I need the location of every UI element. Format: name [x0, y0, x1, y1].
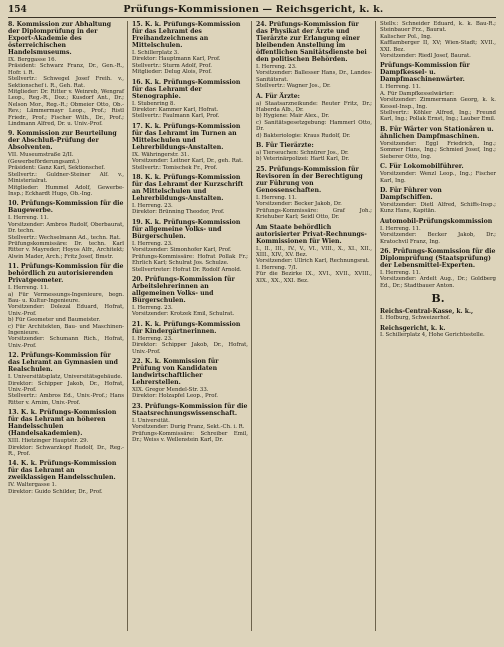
directory-entry	[8, 130, 124, 197]
entry-line: Mitglieder: Delug Alois, Prof.	[132, 69, 212, 76]
entry-line: I. Herreng. 23.	[132, 304, 173, 311]
entry-line: I. Hofburg, Schweizerhof.	[380, 315, 451, 322]
entry-line: Präsident: Ganz Karl, Sektionschef.	[8, 165, 105, 172]
entry-line: Vorsitzender: Durig Franz, Sekt.-Ch. i. R.	[132, 424, 245, 431]
entry-heading: 17. K. k. Prüfungs-Kommission für das Lehramt im Turnen an Mittelschulen und Lehrerbildungs-Anstalten.	[132, 122, 241, 151]
directory-entry	[132, 276, 248, 318]
entry-heading: B. Für Wärter von Stationären u. ähnlichen Dampfmaschinen.	[380, 125, 494, 140]
entry-line: Prüfungs-Kommissäre: Graf Joh.; Kriehuber Karl; Seidl Otto, Dr.	[256, 207, 372, 221]
entry-line: d) Bakteriologie: Kraus Rudolf, Dr.	[256, 132, 351, 139]
entry-line: Direktor: Kammer Karl, Hofrat.	[132, 107, 219, 114]
entry-line: I. Herreng. 11.	[256, 194, 297, 201]
directory-entry	[8, 21, 124, 127]
entry-heading: Automobil-Prüfungskommission	[380, 217, 493, 225]
entry-line: Vorsitzender: Dietl Alfred, Schiffs-Insp.; Kunz Hans, Kapitän.	[380, 201, 496, 215]
entry-line: I. Herreng. 23.	[256, 64, 297, 70]
entry-line: A. Für Dampfkesselwärter:	[380, 90, 454, 97]
entry-line: Prüfungs-Kommissäre: Hofrat Pollak Fr.; Ehrlich Karl; Schulrat Jos. Schulze.	[132, 253, 248, 267]
directory-entry	[256, 166, 372, 221]
directory-entry	[8, 409, 124, 457]
directory-entry	[132, 403, 248, 444]
entry-line: Stellvertr.: Schwegel Josef Freih. v., Sektionschef i. R., Geh. Rat.	[8, 76, 124, 89]
entry-line: c) Für Architekten, Bau- und Maschinen-Ingenieure.	[8, 323, 124, 336]
entry-heading: 26. Prüfungs-Kommission für die Diplomprüfung (Staatsprüfung) der Lebensmittel-Experten.	[380, 247, 496, 269]
entry-line: I. Herreng. 23.	[132, 335, 173, 342]
entry-line: IX. Währingerstr. 31.	[132, 151, 190, 158]
text-column-4	[380, 21, 496, 631]
entry-heading: 11. Prüfungs-Kommission für die behördlich zu autorisierenden Privatgeometer.	[8, 263, 124, 285]
entry-line: I. Herreng. 23.	[132, 240, 173, 247]
entry-heading: Prüfungs-Kommission für Dampfkessel- u. Dampfmaschinenwärter.	[380, 62, 470, 84]
entry-line: a) Für Vermessungs-Ingenieure, begn. Bau- u. Kultur-Ingenieure.	[8, 291, 124, 304]
page-header	[8, 4, 496, 18]
entry-line: I. Herreng. 11.	[8, 215, 49, 222]
entry-line: Stellvertr.: Sturm Adolf, Prof.	[132, 62, 212, 69]
entry-line: Vorsitzender: Krotzek Emil, Schulrat.	[132, 311, 235, 318]
entry-line: (Gewerbeförderungsamt.)	[8, 158, 80, 165]
entry-heading: 15. K. k. Prüfungs-Kommission für das Lehramt des Freihandzeichnens an Mittelschulen.	[132, 21, 241, 49]
entry-line: Präsident: Schwarz Franz, Dr., Gen.-R., Hofr. i. R.	[8, 63, 124, 76]
entry-line: I. Herreng. 11.	[380, 225, 421, 232]
directory-entry	[380, 248, 496, 289]
entry-line: Kafflamberger II, XV; Wien-Stadt; XVII., XXI. Bez.	[380, 40, 496, 53]
directory-entry	[132, 123, 248, 171]
entry-line: Stellvertr.: Tomischek Fr., Prof.	[132, 164, 218, 171]
entry-title: Reichs-Central-Kasse, k. k.,	[380, 308, 474, 316]
entry-line: Vorsitzender: Schumann Rich., Hofrat, Univ.-Prof.	[8, 336, 124, 349]
text-column-1	[8, 21, 128, 631]
entry-heading: 22. K. k. Kommission für Prüfung von Kandidaten landwirtschaftlicher Lehrerstellen.	[132, 357, 219, 386]
entry-heading: B. Für Tierärzte:	[256, 142, 314, 150]
directory-entry	[8, 200, 124, 260]
entry-line: Vorsitzender: Dolezal Eduard, Hofrat, Univ.-Prof.	[8, 304, 124, 317]
directory-entry	[380, 308, 496, 321]
entry-line: Stellvertreter: Hofrat Dr. Rodolf Arnold.	[132, 266, 242, 273]
entry-line: a) Tierseuchen: Schnürer Jos., Dr.	[256, 150, 349, 157]
text-columns	[8, 21, 496, 631]
directory-entry	[132, 358, 248, 400]
entry-line: Direktor: Schipper Jakob, Dr., Hofrat, Univ.-Prof.	[132, 342, 248, 355]
entry-line: Direktor: Schipper Jakob, Dr., Hofrat, Univ.-Prof.	[8, 380, 124, 394]
entry-line: Vorsitzender: Becker Jakob, Dr.	[256, 201, 342, 208]
directory-entry	[132, 219, 248, 273]
entry-line: Vorsitzender: Eggl Friedrich, Ing.; Sommer Hans, Ing.; Schmied Josef, Ing.; Sieberer Otto, Ing.	[380, 140, 496, 160]
entry-line: a) Staatsarzneikunde: Reuter Fritz, Dr.; Haberda Alb., Dr.	[256, 100, 372, 114]
entry-line: Direktor: Holzapfel Leop., Prof.	[132, 393, 218, 400]
entry-line: Direktor: Guido Schilder, Dr., Prof.	[8, 488, 103, 495]
entry-line: I. Herreng. 11.	[380, 269, 421, 276]
entry-line: I. Herreng. 11.	[8, 285, 49, 292]
entry-heading: D. Für Führer von Dampfschiffen.	[380, 186, 442, 201]
page-number: 154	[8, 5, 27, 15]
entry-line: XIX. Gregor Mendel-Str. 33.	[132, 386, 209, 393]
entry-line: I., II., III., IV., V., VI., VIII., X., XI., XII., XIII., XIV., XV. Bez.	[256, 245, 372, 258]
entry-line: Kalischer Pol., Ing.	[380, 33, 432, 40]
directory-entry	[8, 263, 124, 349]
entry-line: Vorsitzender: Riedl Josef, Baurat.	[380, 53, 471, 60]
entry-heading: 24. Prüfungs-Kommission für das Physikat der Ärzte und Tierärzte zur Erlangung einer bleibenden Anstellung im öffentlichen Sanitätsdienste bei den politischen Behörden.	[256, 21, 367, 63]
entry-heading: 19. K. k. Prüfungs-Kommission für allgemeine Volks- und Bürgerschulen.	[132, 218, 241, 240]
entry-heading: 21. K. k. Prüfungs-Kommission für Kindergärtnerinnen.	[132, 320, 241, 335]
entry-heading: C. Für Lokomobilführer.	[380, 163, 464, 171]
entry-line: VII. Museumstraße 2/II.	[8, 152, 74, 159]
directory-entry	[132, 79, 248, 120]
section-letter: B.	[431, 292, 445, 306]
entry-line: Vorsitzender: Zimmermann Georg, k. k. Kessel-Insp., Ing.	[380, 97, 496, 110]
entry-line: Stellvertr.: Ambros Ed., Univ.-Prof.; Hans Ritter v. Arnim, Univ.-Prof.	[8, 393, 124, 406]
directory-entry	[380, 21, 496, 59]
entry-heading: 12. Prüfungs-Kommission für das Lehramt an Gymnasien und Realschulen.	[8, 352, 118, 374]
directory-entry	[132, 21, 248, 76]
text-column-3	[256, 21, 376, 631]
entry-line: Stellvertr.: Faulmann Karl, Prof.	[132, 113, 220, 120]
directory-entry	[132, 174, 248, 216]
entry-line: Stellv.: Schneider Eduard, k. k. Bau-R.; Steinbauer Frz., Baurat.	[380, 21, 496, 34]
entry-heading: 9. Kommission zur Beurteilung der Abschluß-Prüfung der Absolventen.	[8, 130, 117, 152]
entry-line: Vorsitzender: Ballesser Hans, Dr., Landes-Sanitätsrat.	[256, 70, 372, 83]
entry-line: Vorsitzender: Ardelt Aug., Dr.; Goldberg Ed., Dr.; Stadtbauer Anton.	[380, 276, 496, 289]
text-column-2	[132, 21, 252, 631]
entry-line: IX. Berggasse 16.	[8, 57, 57, 63]
entry-heading: Am Staate behördlich autorisierter Privat-Rechnungs-Kommissionen für Wien.	[256, 223, 367, 245]
entry-line: Direktor: Hauptmann Karl, Prof.	[132, 56, 221, 63]
entry-line: I. Universität.	[132, 417, 170, 424]
entry-line: I. Herreng. 7/I.	[256, 264, 298, 271]
directory-entry	[380, 126, 496, 160]
entry-heading: 14. K. k. Prüfungs-Kommission für das Lehramt an zweiklassigen Handelsschulen.	[8, 460, 117, 482]
entry-line: Stellvertr.: Köhler Alfred, Ing.; Freund Karl, Ing.; Pollak Ernst, Ing.; Lauber Emil.	[380, 110, 496, 123]
entry-line: Direktor: Schwarzkopf Rudolf, Dr., Reg.-R., Prof.	[8, 444, 124, 458]
entry-line: Stellvertr.: Guldner-Steiner Alf. v., Ministerialrat.	[8, 171, 124, 185]
entry-line: c) Sanitätsgesetzgebung: Hammerl Otto, Dr.	[256, 119, 372, 133]
directory-entry	[380, 325, 496, 338]
directory-entry	[256, 224, 372, 284]
entry-line: Vorsitzender: Ambros Rudolf, Oberbaurat, Dr. techn.	[8, 221, 124, 235]
entry-line: Direktor: Brünning Theodor, Prof.	[132, 209, 225, 216]
entry-line: Stellvertr.: Wechselmann Ad., techn. Rat.	[8, 234, 121, 241]
entry-heading: 25. Prüfungs-Kommission für Revisoren in der Berechtigung zur Führung von Genossenschaften.	[256, 165, 363, 194]
entry-heading: A. Für Ärzte:	[256, 92, 300, 100]
entry-title: Reichsgericht, k. k.	[380, 324, 446, 332]
directory-entry	[8, 460, 124, 495]
entry-heading: 20. Prüfungs-Kommission für Arbeitslehrerinnen an allgemeinen Volks- und Bürgerschulen.	[132, 275, 235, 304]
entry-line: Stellvertr.: Wagner Jos., Dr.	[256, 83, 331, 90]
entry-heading: 10. Prüfungs-Kommission für die Baugewerbe.	[8, 200, 124, 215]
entry-line: Mitglieder: Dr. Ritter v. Weinreb, Wengraf Leop., Reg.-R., Doz.; Kusdorf Ant., Dr.; Nelson Mor., Reg.-R.; Obmeier Otto, Ob.-Rev.; Lämmermayr Leop., Prof.; Ristl Friedr., Prof.; Fischer Wilh., Dr., Prof.; Lindmann Alfred, Dr. u. Univ.-Prof.	[8, 89, 124, 128]
entry-heading: 8. Kommission zur Abhaltung der Diplomprüfung in der Export-Akademie des österreichischen Handelsmuseums.	[8, 21, 112, 56]
entry-line: Vorsitzender: Leitner Karl, Dr., geh. Rat.	[132, 158, 243, 165]
entry-line: b) Veterinärpolizei: Hartl Karl, Dr.	[256, 156, 350, 163]
directory-entry	[380, 62, 496, 122]
entry-line: I. Stubenring 8.	[132, 100, 176, 107]
directory-entry	[256, 142, 372, 163]
directory-entry	[256, 93, 372, 139]
entry-line: XIII. Hietzinger Hauptstr. 29.	[8, 438, 89, 445]
directory-entry	[132, 321, 248, 355]
entry-line: I. Universitätsplatz, Universitätsgebäude.	[8, 374, 123, 381]
entry-line: Vorsitzender: Becker Jakob, Dr.; Kratochvil Franz, Ing.	[380, 232, 496, 245]
entry-line: I. Herreng. 11.	[380, 84, 421, 91]
entry-heading: 16. K. k. Prüfungs-Kommission für das Lehramt der Stenographie.	[132, 78, 241, 100]
entry-line: Prüfungskommissäre: Dr. techn. Karl Ritter v. Mayreder; Hoyos Alfr., Architekt; Alwin Mader, Arch.; Fritz Josef, Bmstr.	[8, 240, 124, 260]
entry-line: IV. Waltergasse 1.	[8, 482, 57, 489]
entry-line: I. Schillerplatz 3.	[132, 50, 179, 56]
entry-heading: 13. K. k. Prüfungs-Kommission für das Lehramt an höheren Handelsschulen (Handelsakademien).	[8, 409, 117, 438]
entry-heading: 23. Prüfungs-Kommission für die Staatsrechnungswissenschaft.	[132, 402, 248, 417]
directory-entry	[380, 163, 496, 184]
entry-line: Mitglieder: Hummel Adolf, Gewerbe-Insp.; Eckhardt Hugo, Ob.-Ing.	[8, 184, 124, 197]
running-title: Prüfungs-Kommissionen — Reichsgericht, k. k.	[123, 4, 384, 15]
entry-line: Prüfungs-Kommissäre: Schreiber Emil, Dr.; Weiss v. Wellenstein Karl, Dr.	[132, 430, 248, 443]
entry-line: Vorsitzender: Simonhofer Karl, Prof.	[132, 247, 232, 254]
directory-entry	[380, 187, 496, 215]
entry-line: Für die Bezirke IX., XVI., XVII., XVIII., XIX., XX., XXI. Bez.	[256, 271, 372, 284]
entry-line: I. Herreng. 23.	[132, 203, 173, 210]
entry-line: b) Für Geometer und Baumeister.	[8, 317, 101, 324]
entry-line: Vorsitzender: Wenzl Leop., Ing.; Fischer Karl, Ing.	[380, 171, 496, 184]
directory-entry	[256, 21, 372, 90]
entry-heading: 18. K. k. Prüfungs-Kommission für das Lehramt der Kurzschrift an Mittelschulen und Lehrerbildungs-Anstalten.	[132, 174, 244, 203]
directory-entry	[380, 292, 496, 305]
entry-line: Vorsitzender: Ullrich Karl, Rechnungsrat.	[256, 258, 370, 265]
entry-line: b) Hygiene: Mair Alex., Dr.	[256, 113, 330, 120]
directory-entry	[380, 218, 496, 245]
directory-entry	[8, 352, 124, 406]
entry-line: I. Schillerplatz 4, Hohe Gerichtsstelle.	[380, 331, 485, 338]
